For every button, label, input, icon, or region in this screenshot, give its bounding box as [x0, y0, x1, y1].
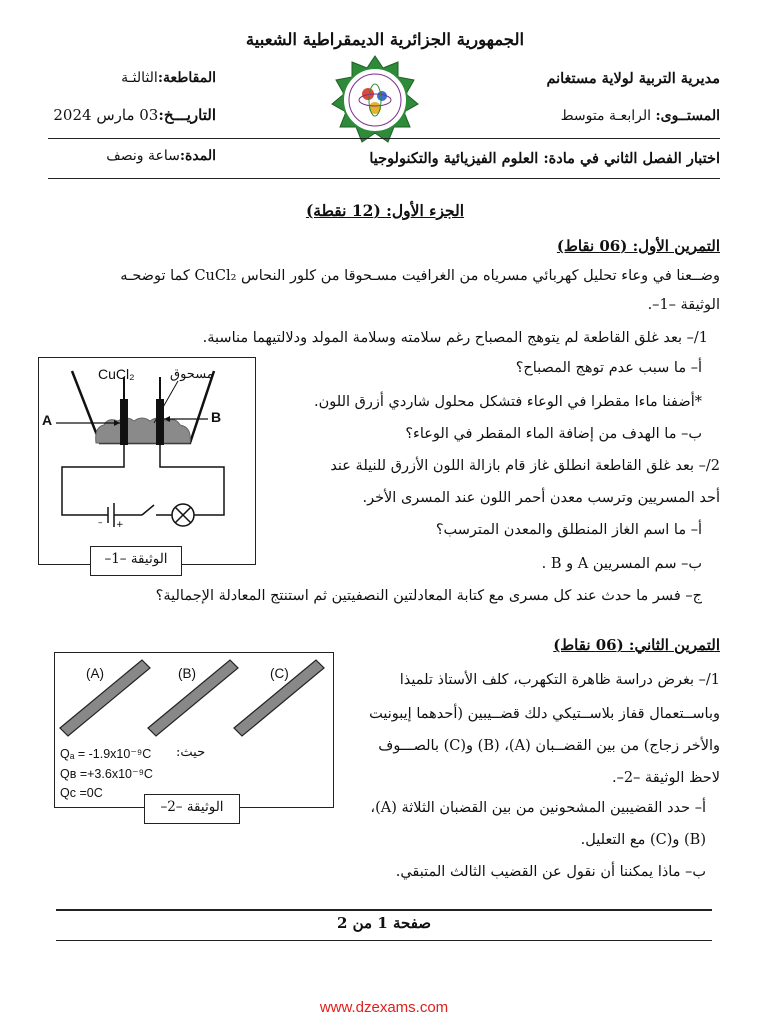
- wire-left: [62, 377, 124, 515]
- school-logo: [326, 54, 424, 146]
- charge-qb: Qʙ =+3.6x10⁻⁹C: [60, 767, 153, 781]
- level-label: المستــوى:: [655, 108, 720, 124]
- ex1-q2c: ج– فسر ما حدث عند كل مسرى مع كتابة المعادلتين النصفيتين ثم استنتج المعادلة الإجمالية؟: [155, 588, 702, 604]
- district-value: الثالثـة: [121, 70, 158, 86]
- wire-right: [160, 377, 224, 515]
- doc1-formula: CuCl₂: [98, 366, 135, 382]
- page-number: صفحة 1 من 2: [336, 914, 432, 932]
- electrolysis-diagram: [38, 357, 256, 565]
- charge-qc: Qᴄ =0C: [60, 786, 103, 800]
- ex2-qa-line2: (B) و(C) مع التعليل.: [580, 832, 706, 848]
- duration: [106, 148, 216, 164]
- exam-title: اختبار الفصل الثاني في مادة: العلوم الفيزيائية والتكنولوجيا: [369, 150, 720, 167]
- district-label: المقاطعة:: [157, 70, 216, 86]
- level: [561, 108, 720, 124]
- ex1-q2b: ب– سم المسريين A و B .: [541, 556, 702, 572]
- ex2-line1: 1/– بغرض دراسة ظاهرة التكهرب، كلف الأستاذ تلميذا: [399, 672, 720, 688]
- ex1-q1: 1/– بعد غلق القاطعة لم يتوهج المصباح رغم سلامته وسلامة المولد ودلالتيهما مناسبة.: [202, 330, 708, 346]
- doc2-where: حيث:: [176, 745, 206, 760]
- ex2-title: التمرين الثاني: (06 نقاط): [553, 636, 720, 654]
- duration-label: المدة:: [179, 148, 216, 164]
- doc1-label-b: B: [211, 409, 222, 425]
- ex1-title: التمرين الأول: (06 نقاط): [556, 237, 720, 255]
- footer-divider-bottom: [56, 940, 712, 941]
- rod-c-label: (C): [270, 666, 289, 681]
- republic-title: الجمهورية الجزائرية الديمقراطية الشعبية: [245, 30, 525, 49]
- exam-date: [53, 106, 216, 124]
- district: [121, 70, 216, 86]
- date-label: التاريـــخ:: [158, 106, 216, 124]
- footer-divider-top: [56, 909, 712, 911]
- level-value: الرابعـة متوسط: [560, 108, 656, 124]
- part1-title: الجزء الأول: (12 نقطة): [305, 201, 465, 220]
- ex1-q2a: أ– ما اسم الغاز المنطلق والمعدن المترسب؟: [435, 522, 702, 538]
- ex1-q2-line1: 2/– بعد غلق القاطعة انطلق غاز قام بازالة اللون الأزرق للنيلة عند: [330, 458, 720, 474]
- duration-value: ساعة ونصف: [106, 148, 180, 164]
- svg-text:–: –: [98, 518, 103, 528]
- ex2-line3: والأخر زجاج) من بين القضــبان (A)، (B) و(C) بالصـــوف: [378, 738, 720, 754]
- rod-a: [60, 660, 150, 736]
- doc1-label-a: A: [42, 412, 53, 428]
- ex1-q1a: أ– ما سبب عدم توهج المصباح؟: [515, 360, 702, 376]
- ex1-intro-line2: الوثيقة –1–.: [647, 297, 720, 313]
- ex1-intro-line1: وضــعنا في وعاء تحليل كهربائي مسرياه من الغرافيت مسـحوقا من كلور النحاس CuCl₂ كما توضحـه: [120, 268, 720, 284]
- title-divider: [48, 178, 720, 179]
- ex1-q1-note: *أضفنا ماءا مقطرا في الوعاء فتشكل محلول شاردي أزرق اللون.: [314, 394, 702, 410]
- ex1-q2-line2: أحد المسريين وترسب معدن أحمر اللون عند المسرى الأخر.: [362, 490, 720, 506]
- charge-qa: Qₐ = -1.9x10⁻⁹C: [60, 747, 152, 761]
- ex1-q1b: ب– ما الهدف من إضافة الماء المقطر في الوعاء؟: [405, 426, 702, 442]
- doc1-powder-label: مسحوق: [170, 367, 214, 382]
- doc1-caption: الوثيقة –1–: [104, 551, 168, 567]
- rod-a-label: (A): [86, 666, 104, 681]
- cucl2-powder: [96, 418, 191, 443]
- header-divider: [48, 138, 720, 139]
- ex2-line2: وباســتعمال قفاز بلاســتيكي دلك قضــيبين (أحدهما إيبونيت: [369, 706, 720, 722]
- switch: [142, 505, 154, 515]
- ex2-qb: ب– ماذا يمكننا أن نقول عن القضيب الثالث المتبقي.: [395, 864, 706, 880]
- svg-text:+: +: [116, 520, 124, 530]
- ex2-line4: لاحظ الوثيقة –2–.: [611, 770, 720, 786]
- directorate: مديرية التربية لولاية مستغانم: [546, 70, 720, 87]
- rod-b-label: (B): [178, 666, 196, 681]
- date-value: 03 مارس 2024: [53, 106, 159, 124]
- doc2-caption: الوثيقة –2–: [160, 799, 224, 815]
- ex2-qa-line1: أ– حدد القضيبين المشحونين من بين القضبان الثلاثة (A)،: [370, 800, 706, 816]
- site-watermark[interactable]: www.dzexams.com: [319, 999, 449, 1016]
